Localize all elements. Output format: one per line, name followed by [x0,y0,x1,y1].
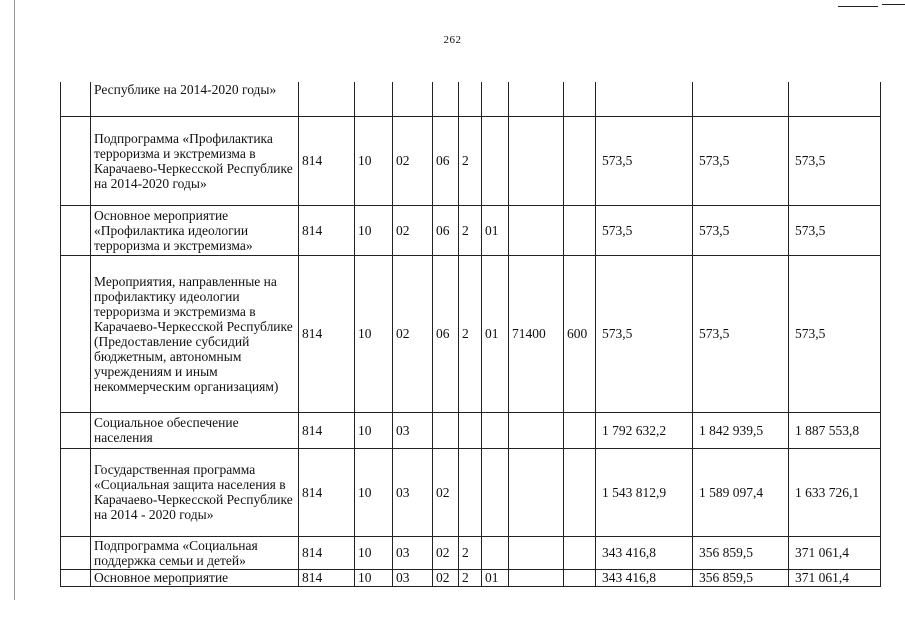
page-number: 262 [443,34,462,46]
row-number-cell [61,116,91,205]
table-row [61,205,881,255]
cell-y2019: 1 589 097,4 [693,448,789,536]
cell-y2018: 573,5 [596,205,693,255]
cell-exp-type [564,205,596,255]
table-row [61,569,881,586]
cell-section: 10 [355,448,393,536]
cell-y2018: 343 416,8 [596,569,693,586]
cell-subsection: 02 [393,255,433,412]
row-name-cell: Социальное обеспечение населения [91,412,299,448]
cell-exp-type [564,448,596,536]
cell-admin: 814 [299,412,355,448]
cell-direction [509,536,564,569]
cell-section: 10 [355,412,393,448]
cell-event: 01 [482,205,509,255]
cell-event [482,536,509,569]
row-name-cell: Государственная программа «Социальная защита населения в Карачаево-Черкесской Республике на 2014 - 2020 годы» [91,448,299,536]
cell-subsection: 03 [393,536,433,569]
cell-subprog: 2 [459,569,482,586]
cell-exp-type: 600 [564,255,596,412]
row-number-cell [61,82,91,116]
cell-subsection: 03 [393,448,433,536]
cell-subprog: 2 [459,116,482,205]
cell-y2020: 573,5 [789,205,881,255]
row-number-cell [61,448,91,536]
cell-y2019 [693,82,789,116]
cell-direction [509,412,564,448]
cell-prog: 02 [433,536,459,569]
cell-exp-type [564,536,596,569]
cell-subprog [459,82,482,116]
cell-event [482,448,509,536]
cell-y2018: 343 416,8 [596,536,693,569]
cell-y2020: 371 061,4 [789,569,881,586]
cell-event: 01 [482,255,509,412]
row-name-cell: Подпрограмма «Социальная поддержка семьи и детей» [91,536,299,569]
cell-y2020 [789,82,881,116]
cell-section: 10 [355,255,393,412]
scan-mark-right [838,6,878,7]
cell-event [482,82,509,116]
budget-table-body [61,82,881,586]
cell-y2019: 356 859,5 [693,569,789,586]
cell-exp-type [564,412,596,448]
cell-direction [509,569,564,586]
table-row [61,536,881,569]
cell-y2019: 573,5 [693,116,789,205]
cell-section: 10 [355,536,393,569]
cell-direction [509,116,564,205]
cell-y2018: 573,5 [596,116,693,205]
cell-subsection: 02 [393,205,433,255]
cell-subprog: 2 [459,205,482,255]
cell-admin [299,82,355,116]
cell-event [482,116,509,205]
row-number-cell [61,205,91,255]
cell-admin: 814 [299,536,355,569]
cell-prog [433,412,459,448]
table-row [61,116,881,205]
cell-y2020: 573,5 [789,116,881,205]
cell-section [355,82,393,116]
cell-y2019: 1 842 939,5 [693,412,789,448]
cell-y2018: 1 792 632,2 [596,412,693,448]
table-row [61,448,881,536]
table-row [61,255,881,412]
cell-subprog: 2 [459,255,482,412]
scan-mark-far-right [882,4,905,5]
cell-y2020: 573,5 [789,255,881,412]
cell-subsection [393,82,433,116]
cell-prog: 06 [433,205,459,255]
cell-exp-type [564,82,596,116]
cell-direction [509,448,564,536]
cell-prog [433,82,459,116]
cell-y2020: 1 633 726,1 [789,448,881,536]
cell-subsection: 03 [393,412,433,448]
cell-exp-type [564,116,596,205]
cell-prog: 02 [433,448,459,536]
row-number-cell [61,569,91,586]
cell-y2018 [596,82,693,116]
cell-direction: 71400 [509,255,564,412]
scan-edge-rule [14,0,15,600]
cell-event: 01 [482,569,509,586]
cell-y2019: 573,5 [693,205,789,255]
cell-direction [509,82,564,116]
cell-admin: 814 [299,116,355,205]
cell-prog: 06 [433,255,459,412]
cell-direction [509,205,564,255]
table-row [61,412,881,448]
cell-prog: 02 [433,569,459,586]
cell-section: 10 [355,116,393,205]
row-number-cell [61,412,91,448]
row-name-cell: Основное мероприятие [91,569,299,586]
cell-subprog: 2 [459,536,482,569]
cell-prog: 06 [433,116,459,205]
cell-admin: 814 [299,255,355,412]
cell-subsection: 03 [393,569,433,586]
cell-y2020: 1 887 553,8 [789,412,881,448]
row-name-cell: Республике на 2014-2020 годы» [91,82,299,116]
cell-exp-type [564,569,596,586]
cell-subprog [459,412,482,448]
row-name-cell: Мероприятия, направленные на профилактику идеологии терроризма и экстремизма в Карачаево-Черкесской Республике (Предоставление субсидий бюджетным, автономным учреждениям и иным некоммерческим организациям) [91,255,299,412]
cell-y2018: 1 543 812,9 [596,448,693,536]
row-number-cell [61,536,91,569]
budget-table [60,82,881,587]
cell-admin: 814 [299,569,355,586]
cell-y2019: 573,5 [693,255,789,412]
row-name-cell: Подпрограмма «Профилактика терроризма и экстремизма в Карачаево-Черкесской Республике на 2014-2020 годы» [91,116,299,205]
cell-y2019: 356 859,5 [693,536,789,569]
table-row [61,82,881,116]
cell-event [482,412,509,448]
row-number-cell [61,255,91,412]
cell-y2018: 573,5 [596,255,693,412]
cell-subprog [459,448,482,536]
row-name-cell: Основное мероприятие «Профилактика идеологии терроризма и экстремизма» [91,205,299,255]
cell-admin: 814 [299,448,355,536]
cell-section: 10 [355,205,393,255]
cell-y2020: 371 061,4 [789,536,881,569]
cell-section: 10 [355,569,393,586]
cell-admin: 814 [299,205,355,255]
cell-subsection: 02 [393,116,433,205]
